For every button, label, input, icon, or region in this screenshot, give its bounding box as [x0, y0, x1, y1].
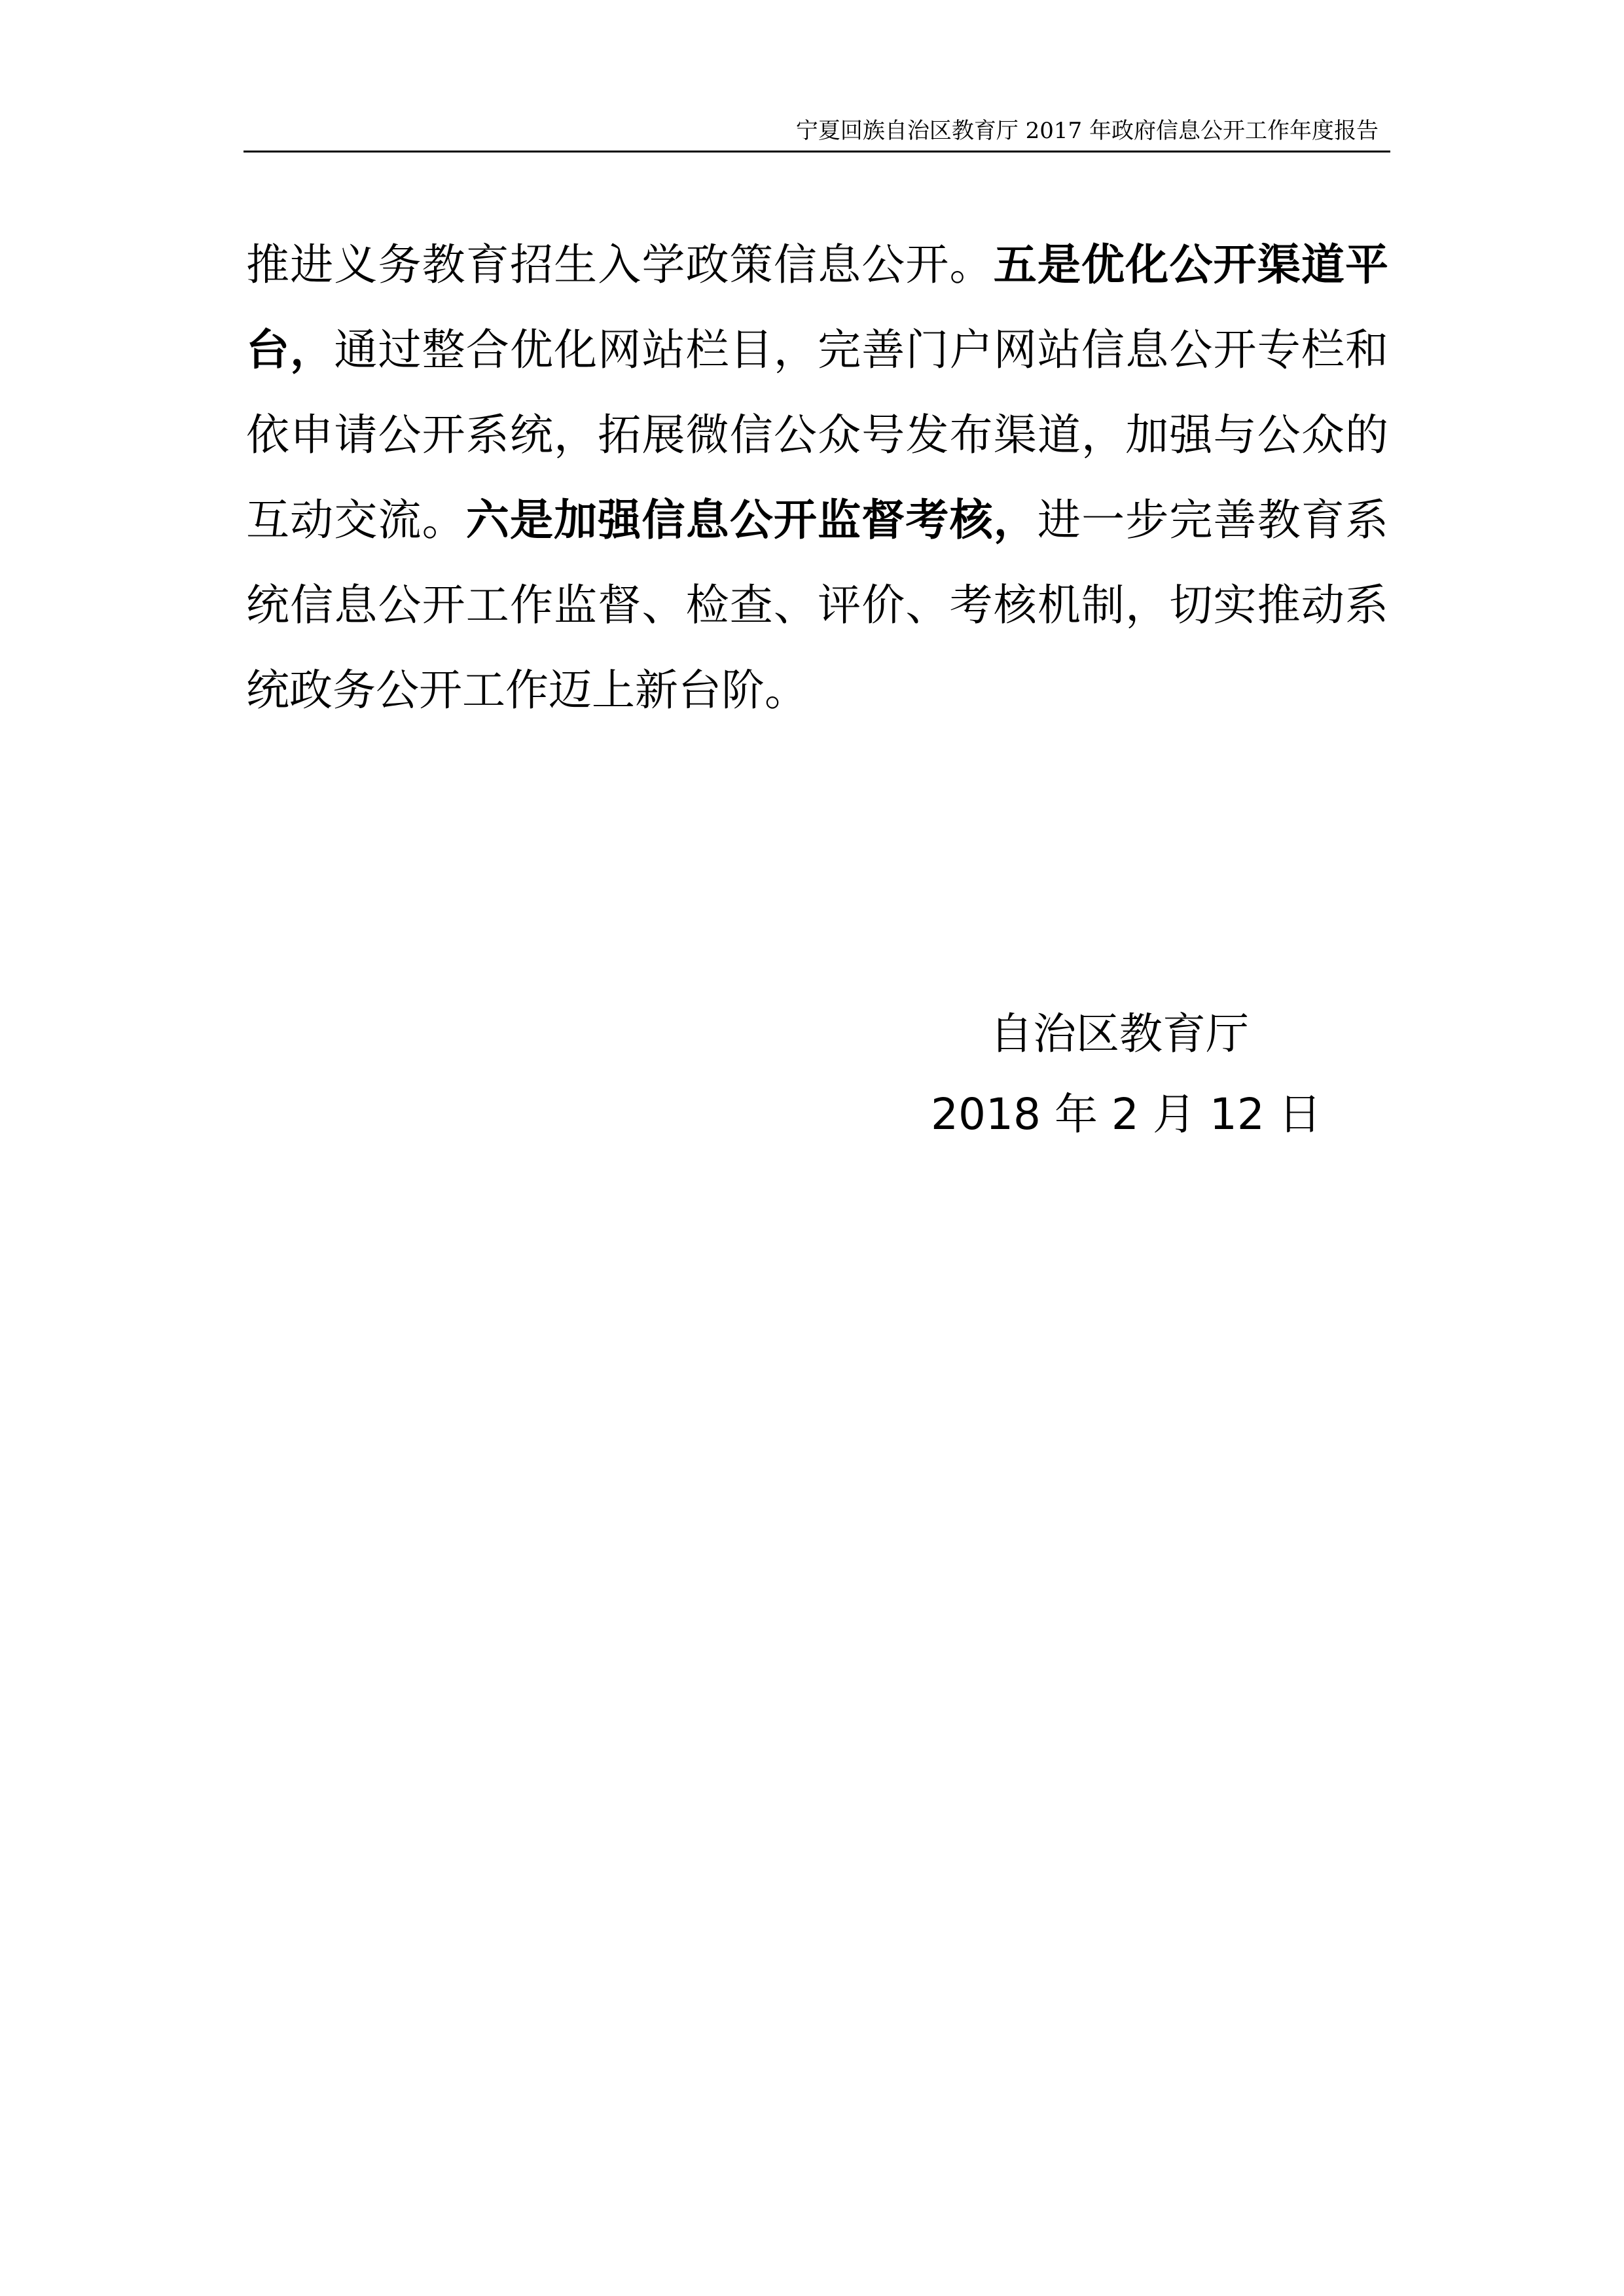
body-text-segment: 推进义务教育招生入学政策信息公开。: [246, 240, 994, 290]
signature-date: 2018 年 2 月 12 日: [931, 1089, 1322, 1139]
page-header: [244, 110, 1390, 152]
header-title: 宁夏回族自治区教育厅 2017 年政府信息公开工作年度报告: [795, 118, 1379, 144]
body-bold-heading: 六是加强信息公开监督考核，: [465, 495, 1038, 545]
body-text-segment: 进一步完善教育系统信息公开工作监督、检查、评价、考核机制，切实推动系统政务公开工作迈上新台阶。: [246, 495, 1389, 715]
signature-organization: 自治区教育厅: [990, 1009, 1249, 1059]
body-paragraph: [246, 223, 1388, 733]
body-bold-heading: 五是优化公开渠道平台，: [246, 240, 1389, 375]
body-text-segment: 通过整合优化网站栏目，完善门户网站信息公开专栏和依申请公开系统，拓展微信公众号发布渠道，加强与公众的互动交流。: [246, 325, 1389, 545]
